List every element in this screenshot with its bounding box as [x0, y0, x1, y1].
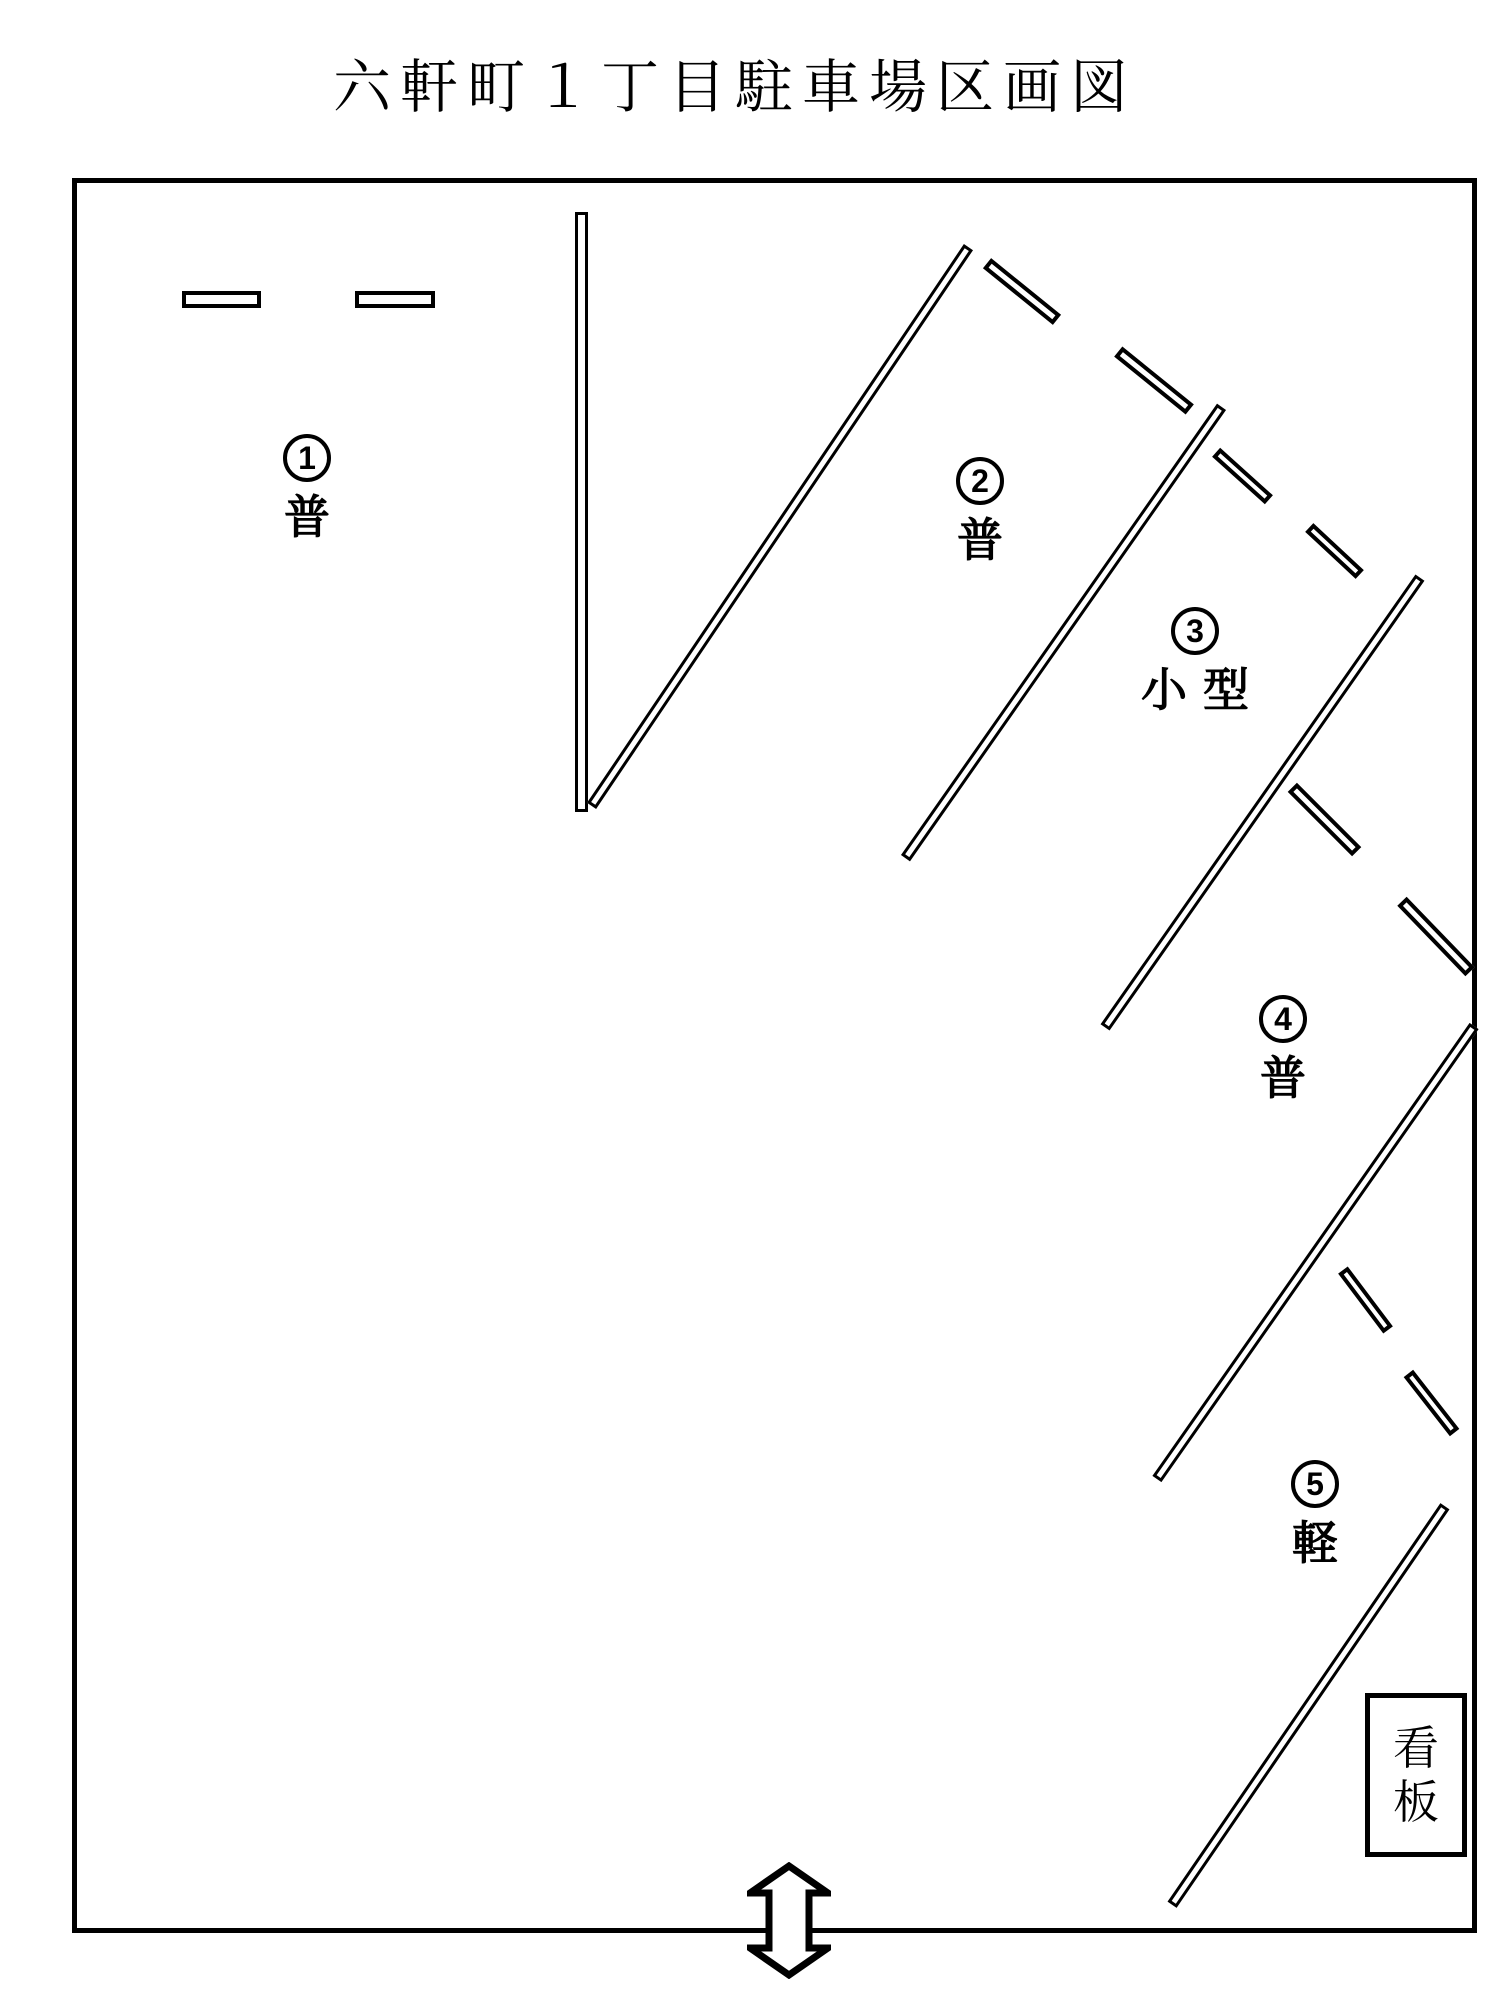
space-number: 1	[298, 440, 316, 476]
space-label-2	[956, 457, 1004, 566]
space-label-1	[283, 434, 331, 543]
stall-line	[182, 291, 261, 308]
space-number: 5	[1306, 1466, 1324, 1502]
signboard-box	[1365, 1693, 1467, 1857]
space-number: 2	[971, 463, 989, 499]
space-type-label: 小型	[1141, 664, 1265, 716]
space-label-3	[1141, 607, 1265, 716]
space-number: 3	[1186, 613, 1204, 649]
space-number-circle	[956, 457, 1004, 505]
space-number-circle	[1259, 995, 1307, 1043]
space-label-5	[1291, 1460, 1339, 1569]
vertical-divider-wall	[575, 212, 588, 812]
space-label-4	[1259, 995, 1307, 1104]
space-type-label: 普	[284, 491, 330, 543]
page-title: 六軒町１丁目駐車場区画図	[332, 55, 1138, 120]
space-number-circle	[1171, 607, 1219, 655]
signboard-label: 看板	[1393, 1721, 1439, 1828]
space-type-label: 普	[957, 514, 1003, 566]
space-number-circle	[1291, 1460, 1339, 1508]
space-type-label: 軽	[1292, 1517, 1338, 1569]
double-vertical-arrow-icon	[747, 1862, 831, 1979]
space-number-circle	[283, 434, 331, 482]
space-type-label: 普	[1260, 1052, 1306, 1104]
space-number: 4	[1274, 1001, 1292, 1037]
stall-line	[355, 291, 435, 308]
